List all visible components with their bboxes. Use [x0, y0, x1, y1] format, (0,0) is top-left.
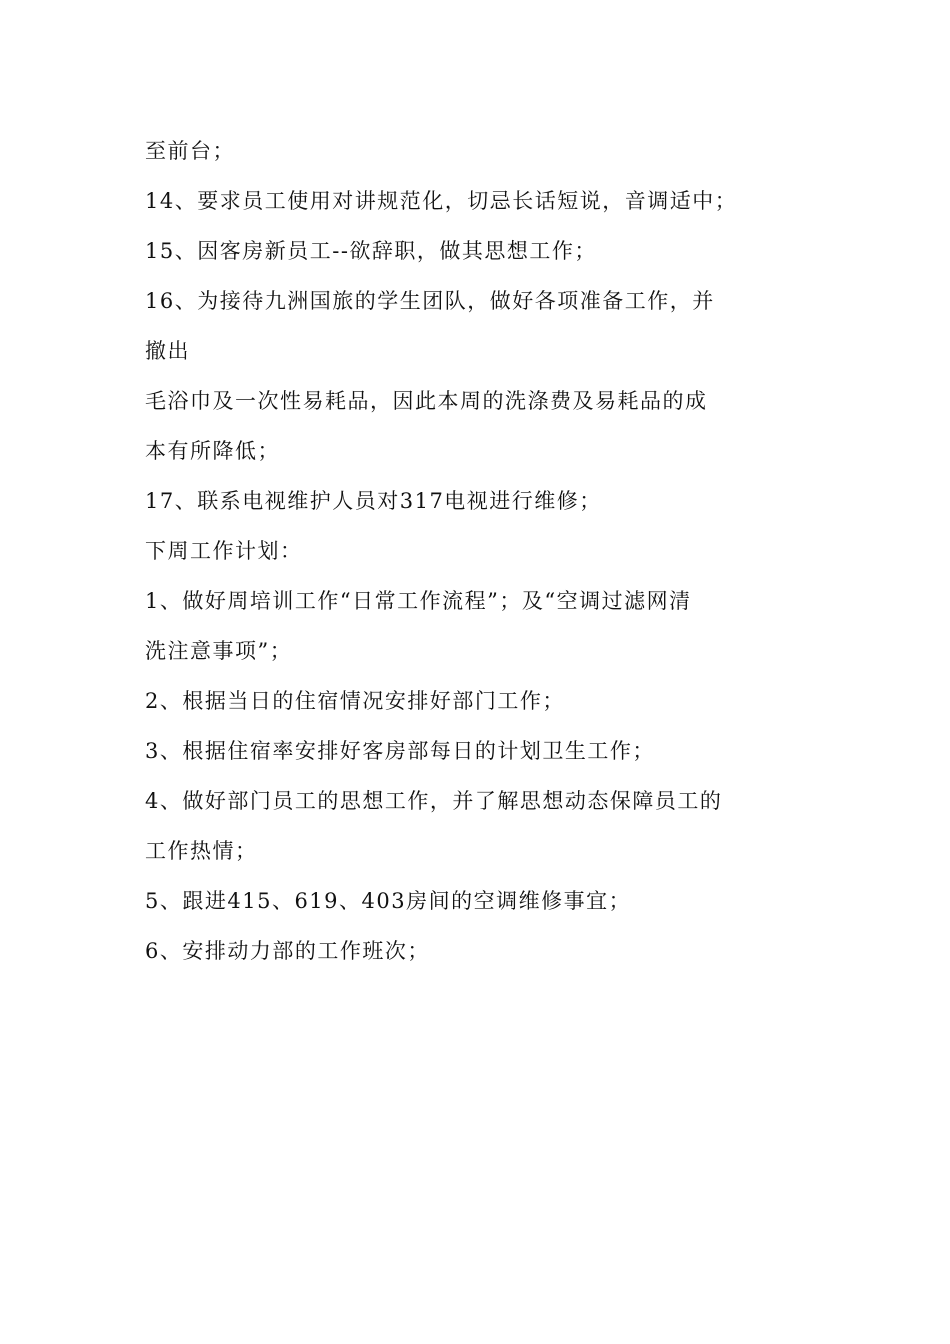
text-line: 至前台；: [145, 139, 235, 163]
text-line: 4、做好部门员工的思想工作，并了解思想动态保障员工的: [145, 789, 723, 813]
text-line: 毛浴巾及一次性易耗品，因此本周的洗涤费及易耗品的成: [145, 389, 708, 413]
text-line: 2、根据当日的住宿情况安排好部门工作；: [145, 689, 565, 713]
section-heading: 下周工作计划：: [145, 539, 303, 563]
text-line: 5、跟进415、619、403房间的空调维修事宜；: [145, 889, 632, 913]
text-line: 14、要求员工使用对讲规范化，切忌长话短说，音调适中；: [145, 189, 738, 213]
text-line: 撤出: [145, 339, 190, 363]
text-line: 16、为接待九洲国旅的学生团队，做好各项准备工作，并: [145, 289, 715, 313]
text-line: 3、根据住宿率安排好客房部每日的计划卫生工作；: [145, 739, 655, 763]
text-line: 15、因客房新员工--欲辞职，做其思想工作；: [145, 239, 597, 263]
text-line: 本有所降低；: [145, 439, 280, 463]
text-line: 工作热情；: [145, 839, 258, 863]
text-line: 6、安排动力部的工作班次；: [145, 939, 430, 963]
document-body: [145, 133, 810, 983]
text-line: 洗注意事项”；: [145, 639, 293, 663]
text-line: 1、做好周培训工作“日常工作流程”；及“空调过滤网清: [145, 589, 692, 613]
text-line: 17、联系电视维护人员对317电视进行维修；: [145, 489, 602, 513]
